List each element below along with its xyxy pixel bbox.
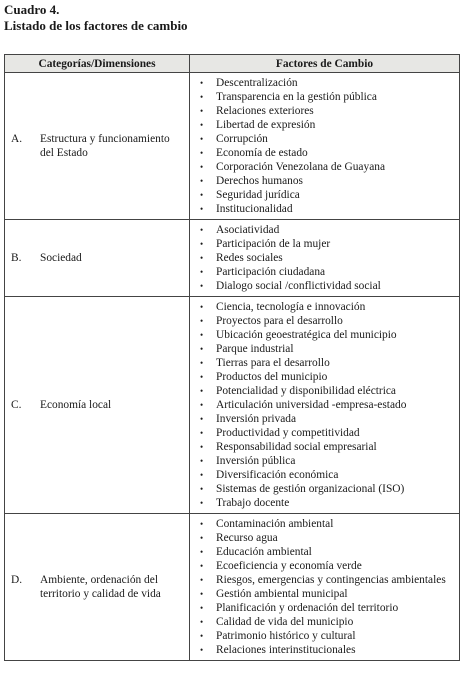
list-item	[190, 426, 459, 440]
bullet-icon: •	[200, 386, 204, 396]
list-item	[190, 237, 459, 251]
factor-text: Participación de la mujer	[216, 238, 331, 250]
list-item	[190, 587, 459, 601]
factor-text: Inversión pública	[216, 455, 296, 467]
bullet-icon: •	[200, 281, 204, 291]
bullet-icon: •	[200, 603, 204, 613]
list-item	[190, 601, 459, 615]
factor-text: Proyectos para el desarrollo	[216, 315, 343, 327]
factors-list	[190, 300, 459, 510]
list-item	[190, 160, 459, 174]
bullet-icon: •	[200, 267, 204, 277]
factor-text: Tierras para el desarrollo	[216, 357, 330, 369]
factor-text: Riesgos, emergencias y contingencias ambientales	[216, 574, 446, 586]
list-item	[190, 118, 459, 132]
list-item	[190, 468, 459, 482]
bullet-icon: •	[200, 106, 204, 116]
list-item	[190, 174, 459, 188]
factors-cell	[190, 73, 460, 220]
list-item	[190, 615, 459, 629]
list-item	[190, 279, 459, 293]
factors-cell	[190, 297, 460, 514]
bullet-icon: •	[200, 484, 204, 494]
list-item	[190, 342, 459, 356]
bullet-icon: •	[200, 498, 204, 508]
list-item	[190, 545, 459, 559]
bullet-icon: •	[200, 575, 204, 585]
list-item	[190, 398, 459, 412]
table-caption	[4, 2, 188, 34]
factor-text: Calidad de vida del municipio	[216, 616, 354, 628]
list-item	[190, 146, 459, 160]
category-name: Ambiente, ordenación del territorio y calidad de vida	[40, 574, 161, 600]
list-item	[190, 629, 459, 643]
category-cell	[5, 220, 190, 297]
list-item	[190, 188, 459, 202]
factor-text: Sistemas de gestión organizacional (ISO)	[216, 483, 405, 495]
bullet-icon: •	[200, 428, 204, 438]
factor-text: Participación ciudadana	[216, 266, 326, 278]
factor-text: Planificación y ordenación del territorio	[216, 602, 399, 614]
bullet-icon: •	[200, 134, 204, 144]
factor-text: Contaminación ambiental	[216, 518, 334, 530]
factors-list	[190, 76, 459, 216]
bullet-icon: •	[200, 561, 204, 571]
list-item	[190, 454, 459, 468]
factor-text: Responsabilidad social empresarial	[216, 441, 377, 453]
factor-text: Patrimonio histórico y cultural	[216, 630, 356, 642]
header-categories: Categorías/Dimensiones	[5, 55, 190, 73]
bullet-icon: •	[200, 547, 204, 557]
list-item	[190, 573, 459, 587]
bullet-icon: •	[200, 400, 204, 410]
category-letter: B.	[11, 252, 22, 264]
bullet-icon: •	[200, 617, 204, 627]
category-cell	[5, 297, 190, 514]
factor-text: Ubicación geoestratégica del municipio	[216, 329, 397, 341]
bullet-icon: •	[200, 330, 204, 340]
factor-text: Descentralización	[216, 77, 298, 89]
bullet-icon: •	[200, 302, 204, 312]
bullet-icon: •	[200, 533, 204, 543]
category-letter: D.	[11, 574, 23, 586]
bullet-icon: •	[200, 442, 204, 452]
category-cell	[5, 514, 190, 661]
list-item	[190, 496, 459, 510]
bullet-icon: •	[200, 162, 204, 172]
list-item	[190, 76, 459, 90]
header-factors: Factores de Cambio	[190, 55, 460, 73]
list-item	[190, 531, 459, 545]
bullet-icon: •	[200, 78, 204, 88]
table-row	[5, 297, 460, 514]
list-item	[190, 90, 459, 104]
bullet-icon: •	[200, 148, 204, 158]
bullet-icon: •	[200, 239, 204, 249]
factor-text: Gestión ambiental municipal	[216, 588, 348, 600]
factor-text: Productos del municipio	[216, 371, 328, 383]
table-row	[5, 514, 460, 661]
bullet-icon: •	[200, 645, 204, 655]
list-item	[190, 384, 459, 398]
table-body	[5, 73, 460, 661]
factor-text: Diversificación económica	[216, 469, 339, 481]
factor-text: Institucionalidad	[216, 203, 293, 215]
bullet-icon: •	[200, 316, 204, 326]
factor-text: Seguridad jurídica	[216, 189, 300, 201]
bullet-icon: •	[200, 631, 204, 641]
bullet-icon: •	[200, 92, 204, 102]
list-item	[190, 300, 459, 314]
list-item	[190, 328, 459, 342]
factor-text: Educación ambiental	[216, 546, 312, 558]
bullet-icon: •	[200, 176, 204, 186]
table-row	[5, 220, 460, 297]
list-item	[190, 370, 459, 384]
factor-text: Transparencia en la gestión pública	[216, 91, 377, 103]
factor-text: Libertad de expresión	[216, 119, 316, 131]
factor-text: Redes sociales	[216, 252, 283, 264]
bullet-icon: •	[200, 190, 204, 200]
bullet-icon: •	[200, 204, 204, 214]
factors-list	[190, 223, 459, 293]
list-item	[190, 440, 459, 454]
bullet-icon: •	[200, 456, 204, 466]
bullet-icon: •	[200, 120, 204, 130]
list-item	[190, 223, 459, 237]
factors-cell	[190, 514, 460, 661]
bullet-icon: •	[200, 253, 204, 263]
bullet-icon: •	[200, 225, 204, 235]
factor-text: Ciencia, tecnología e innovación	[216, 301, 366, 313]
factor-text: Corporación Venezolana de Guayana	[216, 161, 385, 173]
factor-text: Relaciones interinstitucionales	[216, 644, 356, 656]
factor-text: Recurso agua	[216, 532, 278, 544]
list-item	[190, 482, 459, 496]
bullet-icon: •	[200, 358, 204, 368]
bullet-icon: •	[200, 589, 204, 599]
caption-title: Listado de los factores de cambio	[4, 18, 188, 33]
bullet-icon: •	[200, 414, 204, 424]
factor-text: Productividad y competitividad	[216, 427, 360, 439]
list-item	[190, 517, 459, 531]
list-item	[190, 251, 459, 265]
list-item	[190, 265, 459, 279]
list-item	[190, 559, 459, 573]
factor-text: Potencialidad y disponibilidad eléctrica	[216, 385, 396, 397]
list-item	[190, 314, 459, 328]
factors-cell	[190, 220, 460, 297]
factors-table	[4, 54, 460, 661]
category-cell	[5, 73, 190, 220]
factor-text: Parque industrial	[216, 343, 294, 355]
list-item	[190, 202, 459, 216]
factor-text: Asociatividad	[216, 224, 280, 236]
factor-text: Dialogo social /conflictividad social	[216, 280, 381, 292]
category-name: Economía local	[40, 399, 112, 411]
table-header-row	[5, 55, 460, 73]
category-name: Estructura y funcionamiento del Estado	[40, 133, 170, 159]
factors-list	[190, 517, 459, 657]
category-name: Sociedad	[40, 252, 82, 264]
factor-text: Corrupción	[216, 133, 268, 145]
list-item	[190, 356, 459, 370]
category-letter: C.	[11, 399, 22, 411]
bullet-icon: •	[200, 372, 204, 382]
category-letter: A.	[11, 133, 23, 145]
factor-text: Economía de estado	[216, 147, 308, 159]
table-row	[5, 73, 460, 220]
bullet-icon: •	[200, 519, 204, 529]
bullet-icon: •	[200, 470, 204, 480]
factor-text: Ecoeficiencia y economía verde	[216, 560, 362, 572]
factor-text: Trabajo docente	[216, 497, 290, 509]
list-item	[190, 412, 459, 426]
factor-text: Relaciones exteriores	[216, 105, 314, 117]
list-item	[190, 104, 459, 118]
factor-text: Inversión privada	[216, 413, 297, 425]
factor-text: Articulación universidad -empresa-estado	[216, 399, 407, 411]
bullet-icon: •	[200, 344, 204, 354]
factor-text: Derechos humanos	[216, 175, 303, 187]
caption-number: Cuadro 4.	[4, 2, 60, 17]
list-item	[190, 132, 459, 146]
list-item	[190, 643, 459, 657]
